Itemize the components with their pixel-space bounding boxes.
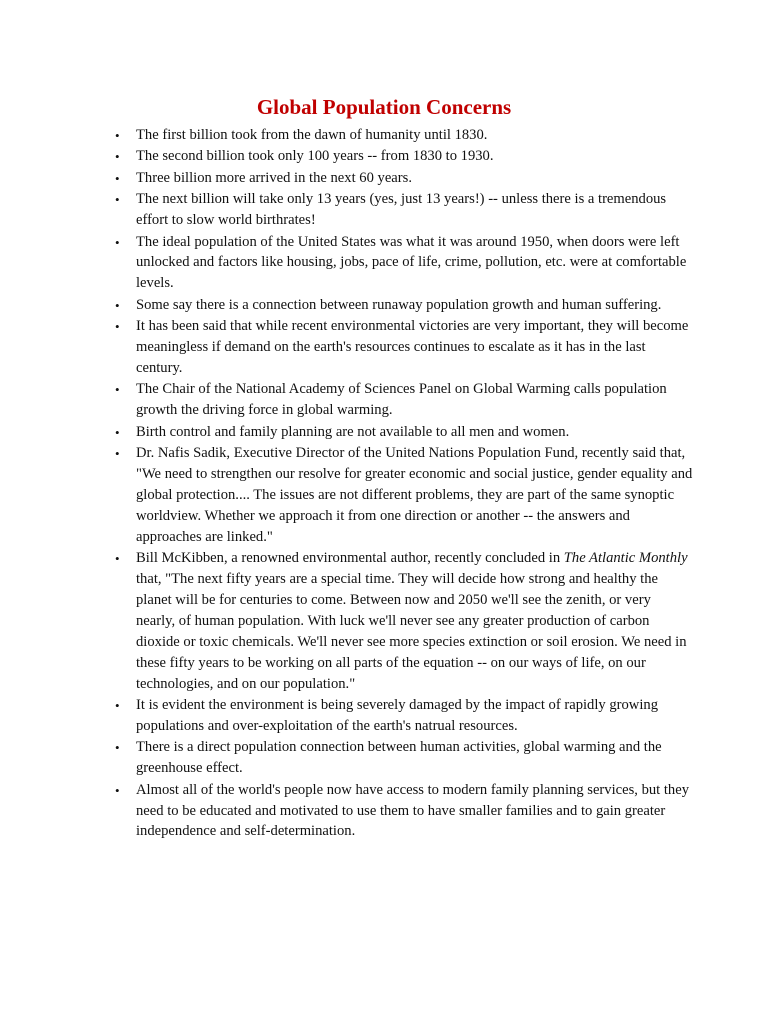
concerns-bullet-list <box>113 125 693 843</box>
bullet-icon: • <box>115 128 120 143</box>
list-item-text: The Chair of the National Academy of Sciences Panel on Global Warming calls population growth the driving force in global warming. <box>136 381 667 419</box>
list-item <box>113 295 693 316</box>
list-item-text: The first billion took from the dawn of humanity until 1830. <box>136 127 488 143</box>
list-item <box>113 316 693 379</box>
bullet-icon: • <box>115 740 120 756</box>
bullet-icon: • <box>115 170 120 186</box>
publication-title: The Atlantic Monthly <box>563 550 688 567</box>
list-item-text: Birth control and family planning are not available to all men and women. <box>136 423 570 440</box>
bullet-icon: • <box>115 424 120 440</box>
list-item <box>113 189 693 231</box>
list-item-text: It has been said that while recent environmental victories are very important, they will become meaningless if demand on the earth's resources continues to escalate as it has in the last century. <box>136 318 689 376</box>
list-item-text: Three billion more arrived in the next 60 years. <box>136 169 412 186</box>
bullet-icon: • <box>115 446 120 462</box>
list-item-text: The second billion took only 100 years -- from 1830 to 1930. <box>136 148 494 165</box>
list-item-text-before: Bill McKibben, a renowned environmental author, recently concluded in <box>136 550 564 567</box>
bullet-icon: • <box>115 551 120 567</box>
list-item <box>113 695 693 737</box>
list-item <box>113 168 693 189</box>
bullet-icon: • <box>115 297 120 313</box>
bullet-icon: • <box>115 319 120 335</box>
list-item-text: Dr. Nafis Sadik, Executive Director of the United Nations Population Fund, recently said that, "We need to strengthen our resolve for greater economic and social justice, gender equality and global protection.... The issues are not different problems, they are part of the same synoptic worldview. Whether we approach it from one direction or another -- the answers and approaches are linked." <box>136 445 693 545</box>
list-item <box>113 443 693 548</box>
list-item <box>113 780 693 843</box>
list-item <box>113 232 693 295</box>
list-item <box>113 379 693 421</box>
bullet-icon: • <box>115 234 120 250</box>
bullet-icon: • <box>115 697 120 713</box>
bullet-icon: • <box>115 782 120 798</box>
bullet-icon: • <box>115 192 120 208</box>
list-item-text: The next billion will take only 13 years (yes, just 13 years!) -- unless there is a tremendous effort to slow world birthrates! <box>136 191 667 229</box>
list-item-text <box>136 550 688 691</box>
list-item-text: Almost all of the world's people now have access to modern family planning services, but they need to be educated and motivated to use them to have smaller families and to gain greater independence and self-determination. <box>136 781 690 840</box>
bullet-icon: • <box>115 382 120 398</box>
page-title: Global Population Concerns <box>256 95 512 119</box>
bullet-icon: • <box>115 149 120 165</box>
list-item-text: There is a direct population connection between human activities, global warming and the greenhouse effect. <box>136 739 662 777</box>
list-item <box>113 125 693 146</box>
list-item <box>113 737 693 779</box>
list-item-text: Some say there is a connection between runaway population growth and human suffering. <box>136 296 662 313</box>
list-item <box>113 548 693 694</box>
list-item <box>113 146 693 167</box>
list-item-text: The ideal population of the United States was what it was around 1950, when doors were left unlocked and factors like housing, jobs, pace of life, crime, pollution, etc. were at comfortable levels. <box>136 233 687 292</box>
list-item <box>113 422 693 443</box>
list-item-text: It is evident the environment is being severely damaged by the impact of rapidly growing populations and over-exploitation of the earth's natrual resources. <box>136 696 658 734</box>
list-item-text-after: that, "The next fifty years are a special time. They will decide how strong and healthy the planet will be for centuries to come. Between now and 2050 we'll see the zenith, or very nearly, of human population. With luck we'll never see any greater production of carbon dioxide or toxic chemicals. We'll never see more species extinction or soil erosion. We need in these fifty years to be working on all parts of the equation -- on our ways of life, on our technologies, and on our population." <box>136 571 687 692</box>
